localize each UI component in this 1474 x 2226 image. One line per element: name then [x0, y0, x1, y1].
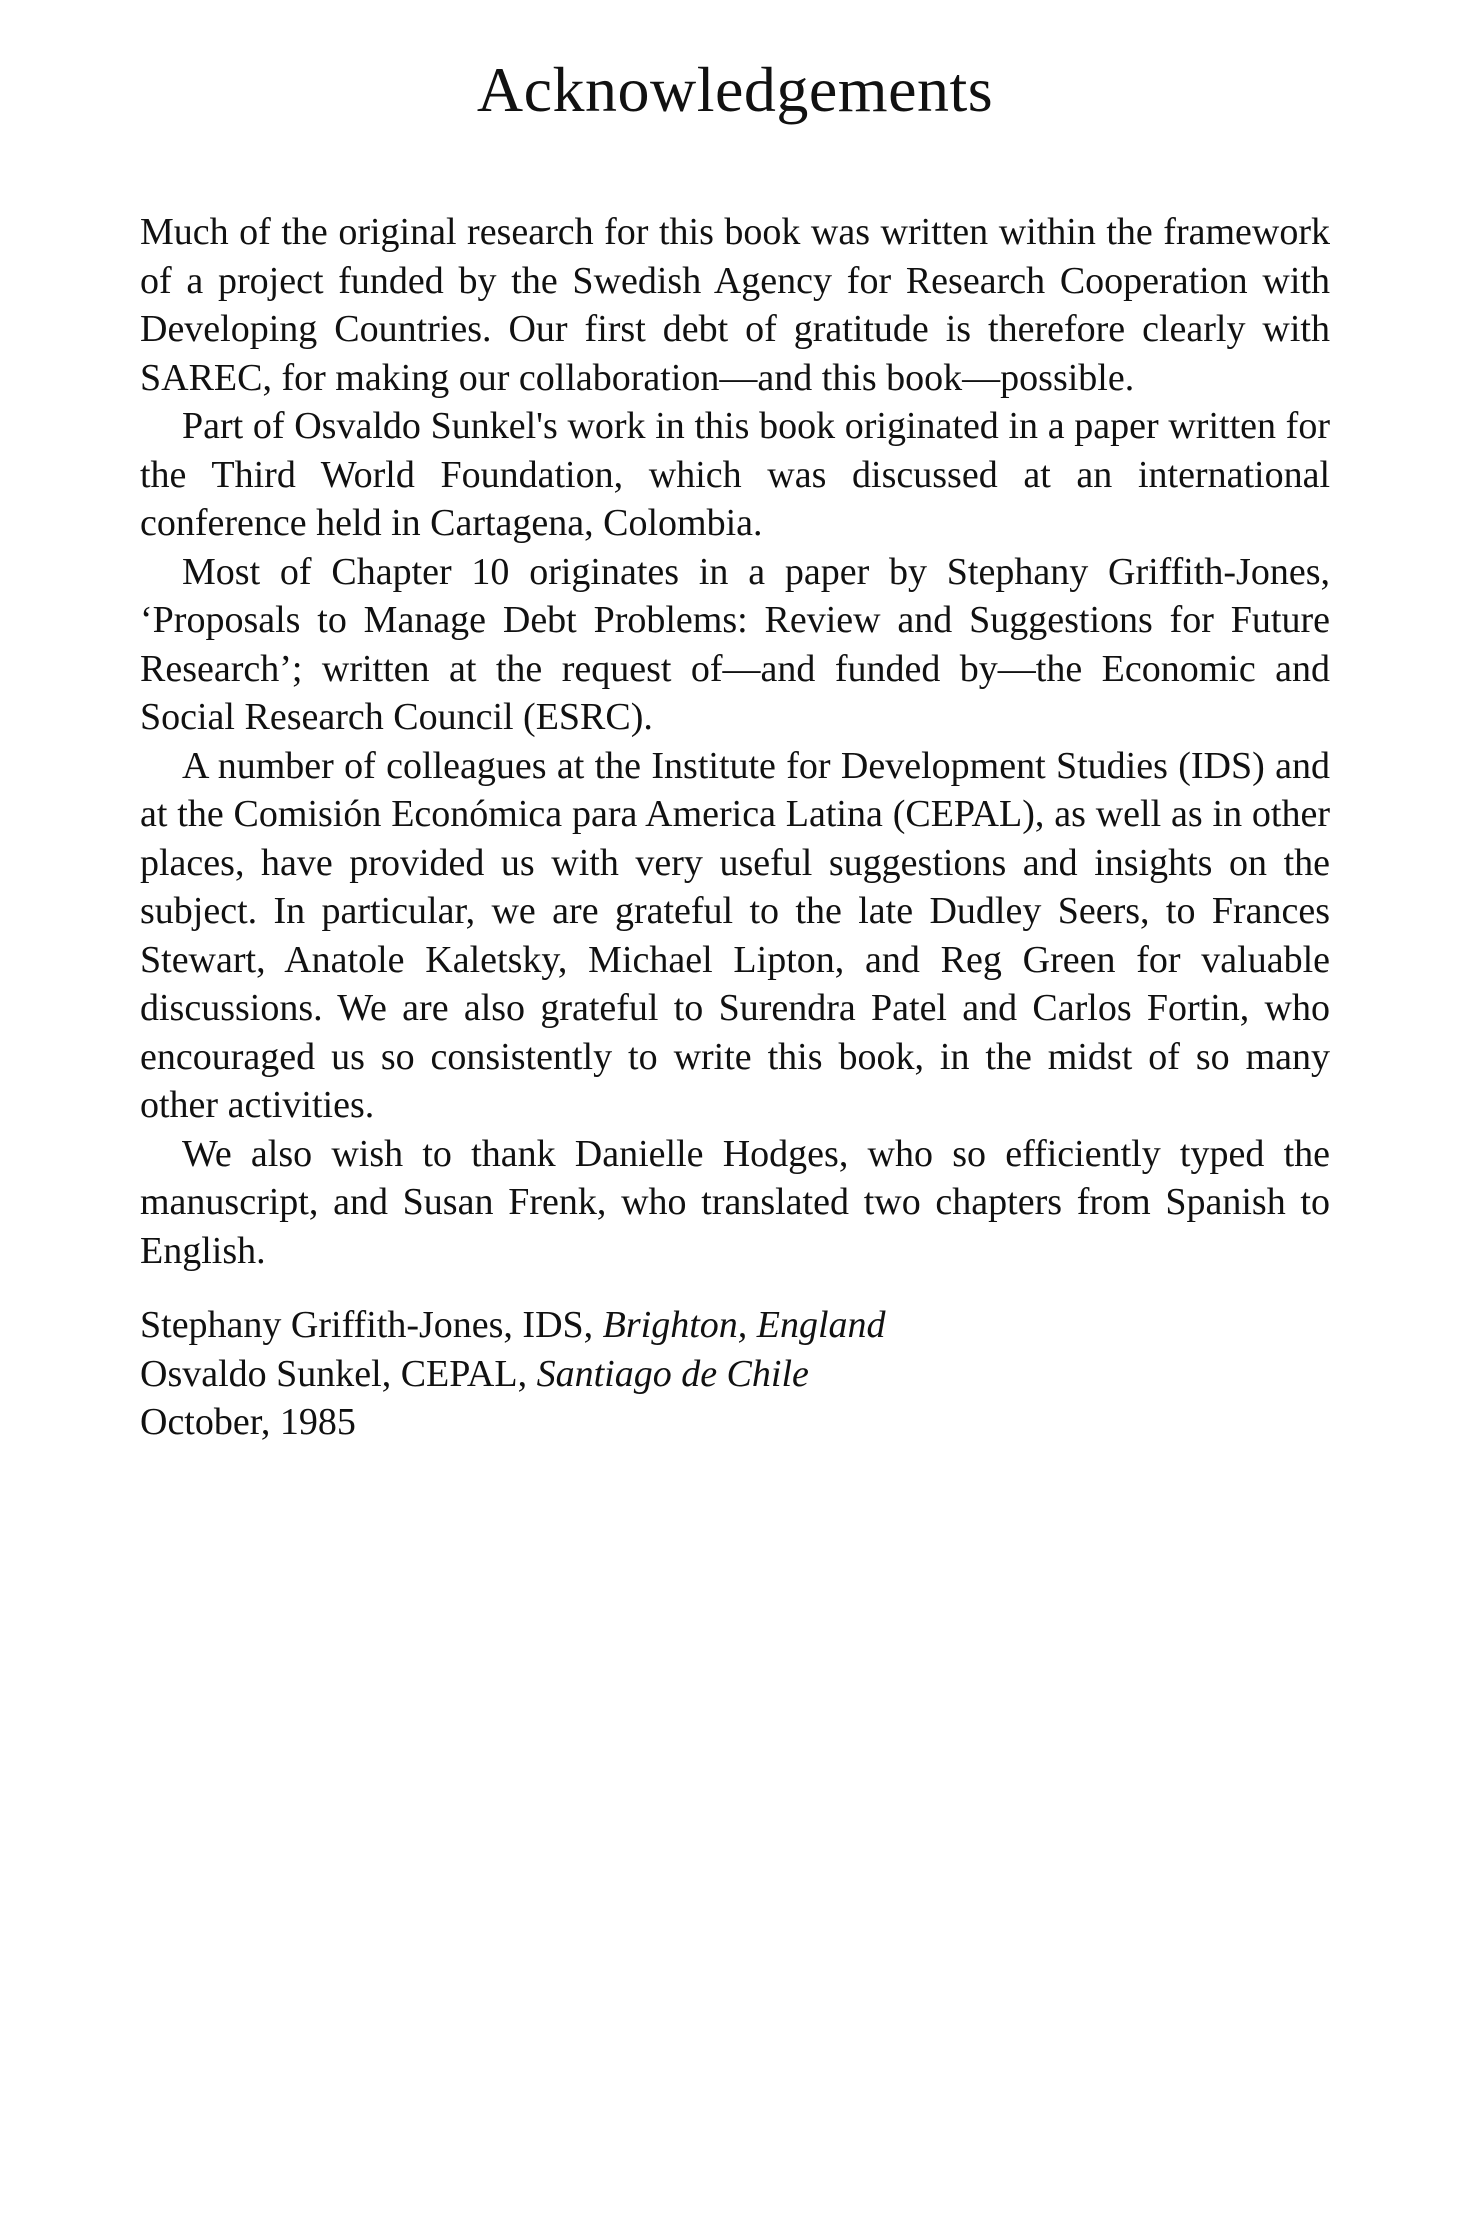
signature-date: October, 1985 — [140, 1401, 356, 1443]
paragraph-colleagues: A number of colleagues at the Institute for Development Studies (IDS) and at the Comisión Económica para America Latina (CEPAL), as well as in other places, have provided us with very useful suggestions and insights on the subject. In particular, we are grateful to the late Dudley Seers, to Frances Stewart, Anatole Kaletsky, Michael Lipton, and Reg Green for valuable discussions. We are also grateful to Surendra Patel and Carlos Fortin, who encouraged us so consistently to write this book, in the midst of so many other activities. — [140, 744, 1330, 1126]
signature-griffith-jones — [140, 1301, 1330, 1350]
acknowledgements-page — [140, 40, 1330, 1447]
signature-place: Brighton, England — [602, 1304, 886, 1346]
signature-name: Osvaldo Sunkel, CEPAL, — [140, 1352, 537, 1395]
paragraph-sarec: Much of the original research for this book was written within the framework of a project funded by the Swedish Agency for Research Cooperation with Developing Countries. Our first debt of gratitude is therefore clearly with SAREC, for making our collaboration—and this book—possible. — [140, 211, 1330, 399]
signature-name: Stephany Griffith-Jones, IDS, — [140, 1304, 603, 1346]
page-title: Acknowledgements — [476, 54, 994, 125]
paragraph-manuscript: We also wish to thank Danielle Hodges, who so efficiently typed the manuscript, and Susan Frenk, who translated two chapters from Spanish to English. — [140, 1132, 1330, 1272]
paragraph-third-world-foundation: Part of Osvaldo Sunkel's work in this book originated in a paper written for the Third World Foundation, which was discussed at an international conference held in Cartagena, Colombia. — [140, 405, 1330, 544]
paragraph-chapter-10: Most of Chapter 10 originates in a paper by Stephany Griffith-Jones, ‘Proposals to Manage Debt Problems: Review and Suggestions for Future Research’; written at the request of—and funded by—the Economic and Social Research Council (ESRC). — [140, 550, 1330, 738]
signature-sunkel — [140, 1350, 1330, 1399]
signature-block — [140, 1301, 1330, 1447]
signature-place: Santiago de Chile — [536, 1352, 809, 1395]
